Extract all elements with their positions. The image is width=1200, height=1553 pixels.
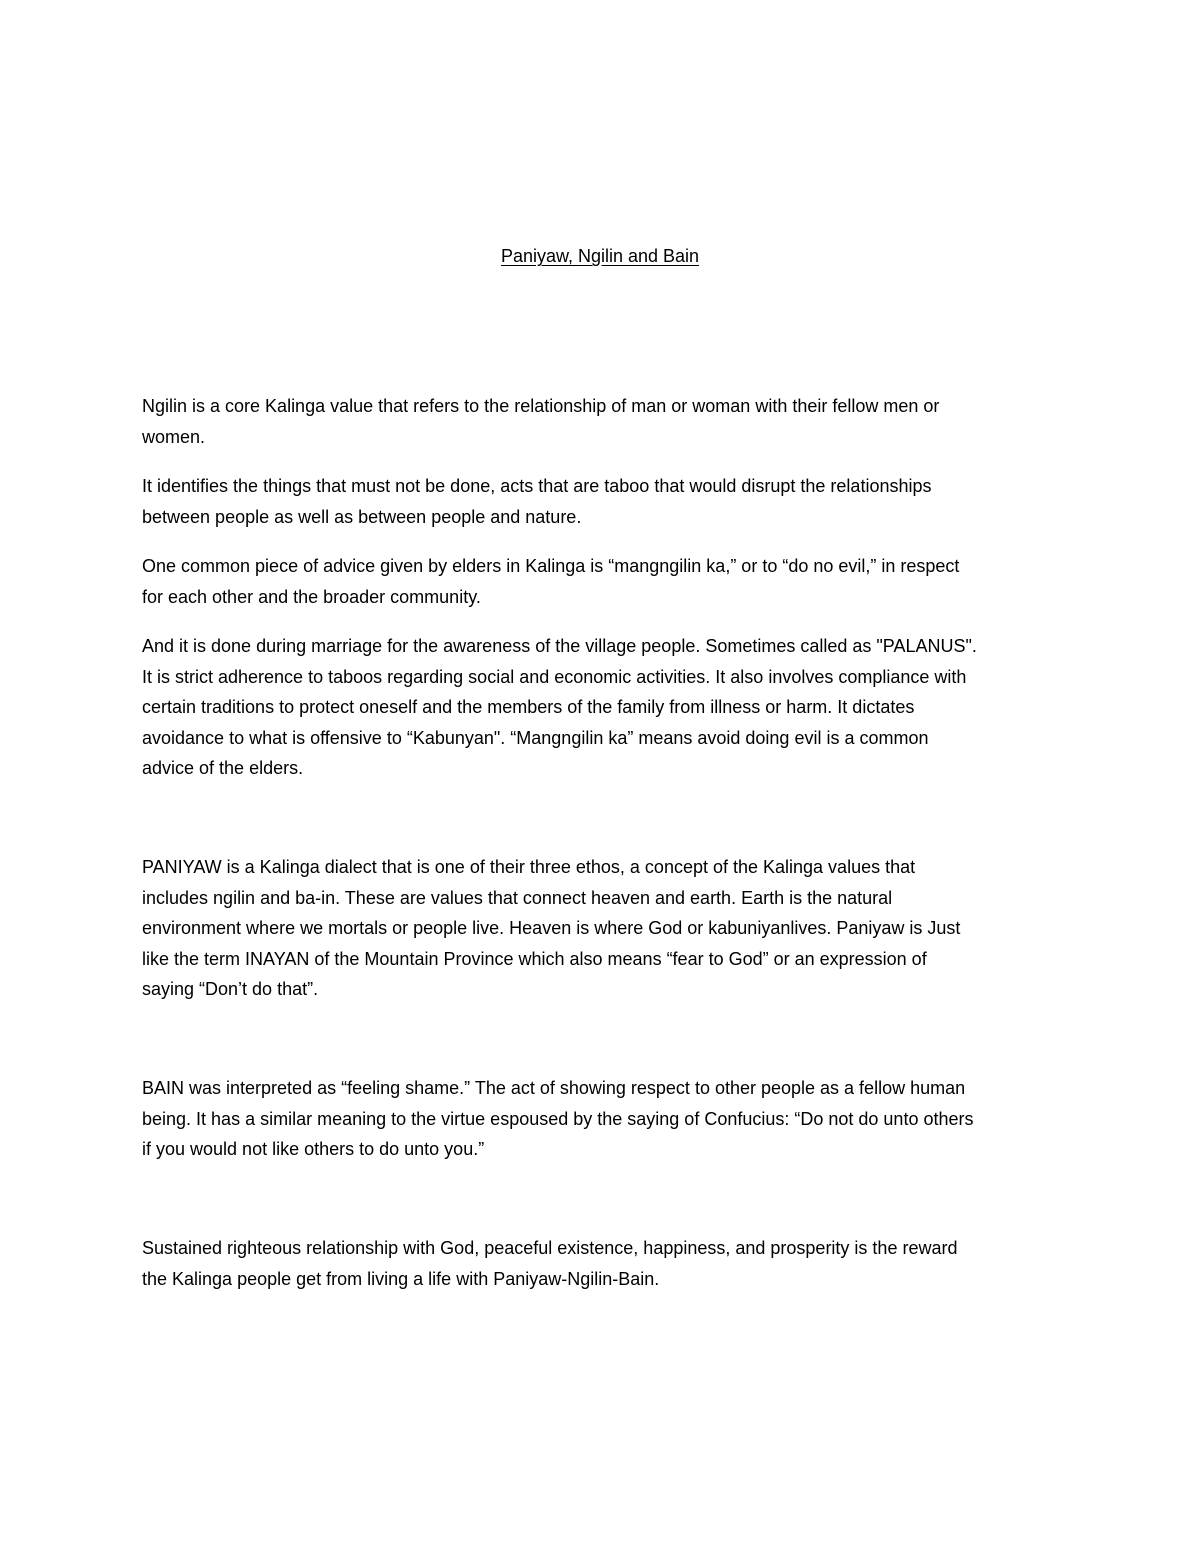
text-line: women. — [142, 426, 206, 447]
text-line: One common piece of advice given by elders in Kalinga is “mangngilin ka,” or to “do no evil,” in respect — [142, 556, 960, 576]
paragraph-conclusion — [142, 1233, 1062, 1294]
paragraph-palanus — [142, 631, 1062, 784]
paragraph-paniyaw — [142, 852, 1062, 1005]
text-line: And it is done during marriage for the awareness of the village people. Sometimes called as "PALANUS". — [142, 636, 977, 656]
text-line: It identifies the things that must not be done, acts that are taboo that would disrupt the relationships — [142, 476, 932, 496]
text-line: saying “Don’t do that”. — [142, 979, 319, 999]
text-line: like the term INAYAN of the Mountain Province which also means “fear to God” or an expression of — [142, 948, 927, 969]
text-line: the Kalinga people get from living a life with Paniyaw-Ngilin-Bain. — [142, 1268, 660, 1289]
text-line: for each other and the broader community. — [142, 586, 481, 607]
text-line: between people as well as between people and nature. — [142, 506, 582, 527]
text-line: Sustained righteous relationship with God, peaceful existence, happiness, and prosperity is the reward — [142, 1238, 958, 1258]
text-line: Ngilin is a core Kalinga value that refers to the relationship of man or woman with their fellow men or — [142, 396, 940, 416]
text-line: It is strict adherence to taboos regarding social and economic activities. It also involves compliance with — [142, 666, 967, 687]
paragraph-elders-advice — [142, 551, 1062, 612]
text-line: PANIYAW is a Kalinga dialect that is one of their three ethos, a concept of the Kalinga values that — [142, 857, 916, 877]
document-title — [0, 244, 1200, 268]
text-line: BAIN was interpreted as “feeling shame.” The act of showing respect to other people as a fellow human — [142, 1078, 966, 1098]
text-line: if you would not like others to do unto you.” — [142, 1139, 485, 1159]
document-title-text: Paniyaw, Ngilin and Bain — [500, 246, 700, 266]
text-line: environment where we mortals or people live. Heaven is where God or kabuniyanlives. Paniyaw is Just — [142, 918, 961, 938]
paragraph-bain — [142, 1073, 1062, 1165]
text-line: certain traditions to protect oneself and the members of the family from illness or harm. It dictates — [142, 697, 915, 717]
text-line: advice of the elders. — [142, 758, 304, 778]
text-line: being. It has a similar meaning to the virtue espoused by the saying of Confucius: “Do not do unto others — [142, 1108, 974, 1129]
paragraph-ngilin-taboo — [142, 471, 1062, 532]
text-line: includes ngilin and ba-in. These are values that connect heaven and earth. Earth is the natural — [142, 887, 893, 908]
paragraph-ngilin-definition — [142, 391, 1062, 452]
text-line: avoidance to what is offensive to “Kabunyan". “Mangngilin ka” means avoid doing evil is a common — [142, 727, 929, 748]
